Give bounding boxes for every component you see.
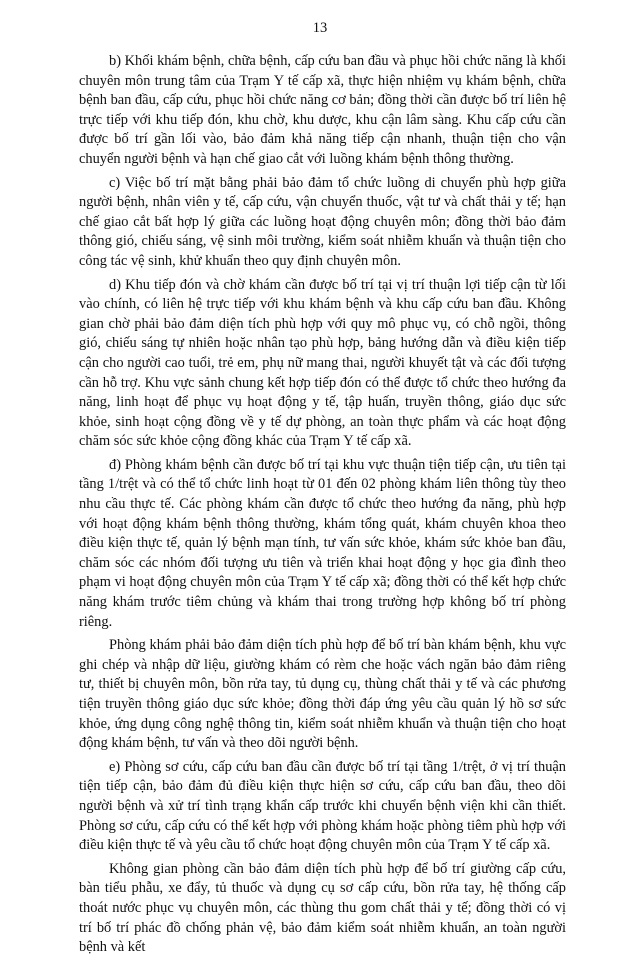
paragraph-e: e) Phòng sơ cứu, cấp cứu ban đầu cần được bố trí tại tầng 1/trệt, ở vị trí thuận tiện tiếp cận, bảo đảm đủ điều kiện thực hiện sơ cứu, cấp cứu ban đầu, theo dõi người bệnh và xử trí tình trạng khẩn cấp trước khi chuyển bệnh viện khi cần thiết. Phòng sơ cứu, cấp cứu có thể kết hợp với phòng khám hoặc phòng tiêm phù hợp với điều kiện thực tế và yêu cầu tổ chức hoạt động chuyên môn của Trạm Y tế cấp xã. xyxy=(79,758,566,854)
paragraph-dd: đ) Phòng khám bệnh cần được bố trí tại khu vực thuận tiện tiếp cận, ưu tiên tại tầng 1/trệt và có thể tổ chức linh hoạt từ 01 đến 02 phòng khám liên thông tùy theo nhu cầu thực tế. Các phòng khám cần được tổ chức theo hướng đa năng, phù hợp với hoạt động khám bệnh thông thường, khám tổng quát, khám chuyên khoa theo điều kiện thực tế, quản lý bệnh mạn tính, tư vấn sức khỏe, khám sức khỏe ban đầu, chăm sóc các nhóm đối tượng ưu tiên và triển khai hoạt động y học gia đình theo phạm vi hoạt động chuyên môn của Trạm Y tế cấp xã; đồng thời có thể kết hợp chức năng khám trước tiêm chủng và khám thai trong trường hợp không bố trí phòng riêng. xyxy=(79,456,566,630)
paragraph-b: b) Khối khám bệnh, chữa bệnh, cấp cứu ban đầu và phục hồi chức năng là khối chuyên môn trung tâm của Trạm Y tế cấp xã, thực hiện nhiệm vụ khám bệnh, chữa bệnh ban đầu, cấp cứu, phục hồi chức năng cơ bản; đồng thời cần được bố trí liên hệ trực tiếp với khu tiếp đón, khu chờ, khu dược, khu cận lâm sàng. Khu cấp cứu cần được bố trí gần lối vào, bảo đảm khả năng tiếp cận nhanh, thuận tiện cho vận chuyển người bệnh và hạn chế giao cắt với luồng khám bệnh thông thường. xyxy=(79,53,566,167)
paragraph-clinic-space: Phòng khám phải bảo đảm diện tích phù hợp để bố trí bàn khám bệnh, khu vực ghi chép và nhập dữ liệu, giường khám có rèm che hoặc vách ngăn bảo đảm riêng tư, thiết bị chuyên môn, bồn rửa tay, tủ dụng cụ, thùng chất thải y tế và các phương tiện truyền thông giáo dục sức khỏe; đồng thời đáp ứng yêu cầu quản lý hồ sơ sức khỏe, ứng dụng công nghệ thông tin, kiểm soát nhiễm khuẩn và thuận tiện cho hoạt động khám bệnh, tư vấn và theo dõi người bệnh. xyxy=(79,637,566,752)
page-number: 13 xyxy=(312,20,328,36)
paragraph-room-space: Không gian phòng cần bảo đảm diện tích phù hợp để bố trí giường cấp cứu, bàn tiểu phẫu, xe đẩy, tủ thuốc và dụng cụ sơ cấp cứu, bồn rửa tay, hệ thống cấp thoát nước phục vụ chuyên môn, các thùng thu gom chất thải y tế; đồng thời có vị trí bố trí phác đồ chống phản vệ, bảo đảm kiểm soát nhiễm khuẩn, an toàn người bệnh và kết xyxy=(79,860,566,956)
paragraph-c: c) Việc bố trí mặt bằng phải bảo đảm tổ chức luồng di chuyển phù hợp giữa người bệnh, nhân viên y tế, cấp cứu, vận chuyển thuốc, vật tư và chất thải y tế; hạn chế giao cắt bất hợp lý giữa các luồng hoạt động chuyên môn; đồng thời bảo đảm thông gió, chiếu sáng, vệ sinh môi trường, kiểm soát nhiễm khuẩn và thuận tiện cho công tác vệ sinh, khử khuẩn theo quy định chuyên môn. xyxy=(79,174,566,269)
paragraph-d: d) Khu tiếp đón và chờ khám cần được bố trí tại vị trí thuận lợi tiếp cận từ lối vào chính, có liên hệ trực tiếp với khu khám bệnh và khu cấp cứu ban đầu. Không gian chờ phải bảo đảm diện tích phù hợp với quy mô phục vụ, có chỗ ngồi, thông gió, chiếu sáng tự nhiên hoặc nhân tạo phù hợp, bảng hướng dẫn và điều kiện tiếp cận cho người cao tuổi, trẻ em, phụ nữ mang thai, người khuyết tật và các đối tượng cần hỗ trợ. Khu vực sảnh chung kết hợp tiếp đón có thể được tổ chức theo hướng đa năng, linh hoạt để phục vụ hoạt động y tế, tập huấn, truyền thông, giáo dục sức khỏe, sinh hoạt cộng đồng về y tế dự phòng, an toàn thực phẩm và các hoạt động chăm sóc sức khỏe cộng đồng khác của Trạm Y tế cấp xã. xyxy=(79,276,566,450)
document-body xyxy=(79,52,566,962)
